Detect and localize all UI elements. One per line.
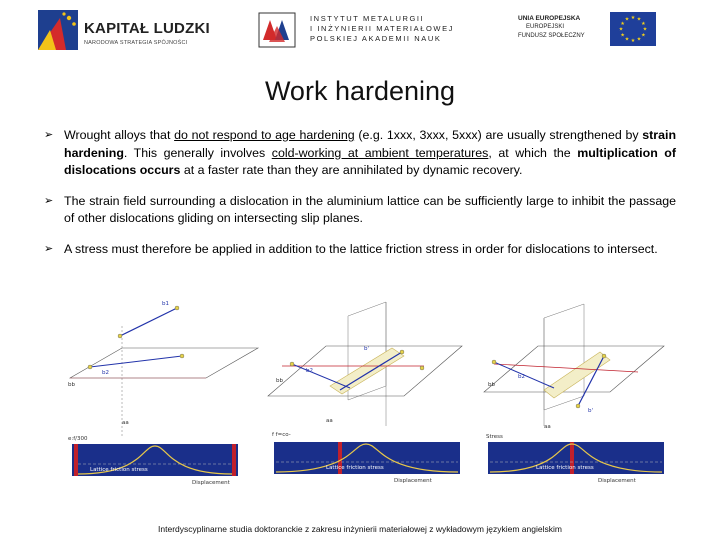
eu-flag-icon [610, 12, 656, 46]
displacement-label: Displacement [598, 478, 636, 484]
svg-text:★: ★ [618, 26, 624, 33]
dislocation-diagram-3 [478, 296, 668, 494]
friction-label: Lattice friction stress [536, 465, 594, 471]
dislocation-diagram-1-svg [62, 296, 262, 494]
bullet-1-text [64, 128, 676, 177]
label-bb: bb [68, 382, 75, 388]
eu-text [518, 14, 585, 41]
dislocation-line-b1 [120, 308, 177, 336]
svg-text:★: ★ [636, 16, 642, 23]
bullet-1-bold-1: strain hardening [64, 128, 677, 160]
label-b2: b2 [306, 368, 313, 374]
highlighted-slip-band [330, 348, 404, 394]
bullet-1-part: Wrought alloys that [64, 128, 175, 142]
bullet-arrow-icon: ➢ [44, 242, 54, 255]
svg-text:★: ★ [636, 36, 642, 43]
dislocation-node [180, 354, 184, 358]
label-b2: b2 [518, 374, 525, 380]
stress-red-bar [74, 444, 78, 476]
bullet-1-part: at a faster rate than they are annihilated by dynamic recovery. [180, 163, 523, 177]
highlighted-slip-band [544, 352, 610, 398]
svg-text:★: ★ [630, 15, 636, 21]
kapital-ludzki-emblem-icon [36, 8, 80, 52]
svg-text:★: ★ [620, 20, 625, 27]
kapital-ludzki-name: KAPITAŁ LUDZKI [84, 20, 210, 37]
bullet-1-underline-1: do not respond to age hardening [174, 128, 355, 142]
eu-logo [514, 10, 656, 52]
bullet-2-text: The strain field surrounding a dislocation in the aluminium lattice can be sufficiently large to inhibit the passage of other dislocations gliding on intersecting slip planes. [64, 193, 676, 225]
svg-text:★: ★ [641, 32, 646, 39]
dislocation-diagram-1 [62, 296, 262, 494]
svg-text:★: ★ [620, 32, 625, 39]
kapital-ludzki-logo [36, 8, 210, 56]
bullet-item-1 [44, 127, 676, 180]
bullet-3-text: A stress must therefore be applied in addition to the lattice friction stress in order for dislocations to intersect. [64, 241, 658, 256]
imim-line-1: INSTYTUT METALURGII [310, 14, 425, 23]
footer-text: Interdyscyplinarne studia doktoranckie z zakresu inżynierii materiałowej z wykładowym językiem angielskim [158, 524, 562, 534]
friction-label: Lattice friction stress [90, 467, 148, 473]
displacement-label: Displacement [192, 480, 230, 486]
dislocation-line-b2 [90, 356, 182, 367]
bullet-1-bold-2: multiplication of dislocations occurs [64, 145, 676, 177]
imim-line-2: I INŻYNIERII MATERIAŁOWEJ [310, 24, 455, 33]
eu-line-1: UNIA EUROPEJSKA [518, 15, 581, 22]
graph-stress-label: Stress [486, 434, 503, 440]
bullet-1-underline-2: cold-working at ambient temperatures [271, 145, 489, 160]
dislocation-node [118, 334, 122, 338]
label-b1: b' [588, 408, 594, 414]
imim-logo [258, 12, 458, 48]
friction-label: Lattice friction stress [326, 465, 384, 471]
label-bb: bb [276, 378, 283, 384]
dislocation-diagram-2-svg [262, 296, 472, 494]
bullet-item-2 [44, 193, 676, 228]
label-aa: aa [326, 418, 333, 424]
dislocation-line-b1 [340, 352, 402, 390]
stress-red-bar [232, 444, 236, 476]
bullet-item-3 [44, 241, 676, 259]
dislocation-node [400, 350, 404, 354]
imim-text [310, 14, 454, 44]
dislocation-node [576, 404, 580, 408]
label-b1: b' [364, 346, 370, 352]
dislocation-node [420, 366, 424, 370]
imim-line-3: POLSKIEJ AKADEMII NAUK [310, 34, 442, 43]
plane-edge [494, 364, 638, 372]
dislocation-diagram-2 [262, 296, 472, 494]
bullet-arrow-icon: ➢ [44, 194, 54, 207]
svg-text:★: ★ [642, 26, 648, 33]
label-aa: aa [122, 420, 129, 426]
dislocation-diagram-3-svg [478, 296, 668, 494]
dislocation-node [175, 306, 179, 310]
svg-text:★: ★ [624, 36, 630, 43]
dislocation-node [290, 362, 294, 366]
label-aa: aa [544, 424, 551, 430]
bullet-1-part: (e.g. 1xxx, 3xxx, 5xxx) are usually strengthened by [354, 128, 643, 142]
imim-emblem-icon [258, 12, 296, 48]
label-b2: b2 [102, 370, 109, 376]
graph-stress-label: f f=co- [272, 432, 291, 438]
slip-plane-outline [70, 348, 258, 378]
graph-stress-label: e:f/300 [68, 436, 88, 442]
dislocation-line-b2 [292, 364, 350, 388]
bullet-1-part: . This generally involves [123, 145, 272, 160]
dislocation-node [492, 360, 496, 364]
slide-title: Work hardening [264, 76, 456, 106]
bullet-1-part: , at which the [488, 145, 578, 160]
label-bb: bb [488, 382, 495, 388]
displacement-label: Displacement [394, 478, 432, 484]
dislocation-node [88, 365, 92, 369]
bullet-arrow-icon: ➢ [44, 129, 54, 141]
svg-text:★: ★ [641, 20, 646, 27]
label-b1: b1 [162, 301, 169, 307]
eu-line-3: FUNDUSZ SPOŁECZNY [518, 33, 585, 39]
dislocation-node [602, 354, 606, 358]
svg-text:★: ★ [624, 16, 630, 23]
svg-text:★: ★ [630, 38, 636, 45]
bullet-list [44, 127, 676, 271]
kapital-ludzki-subtitle: NARODOWA STRATEGIA SPÓJNOŚCI [84, 40, 188, 46]
eu-line-2: EUROPEJSKI [526, 24, 565, 30]
